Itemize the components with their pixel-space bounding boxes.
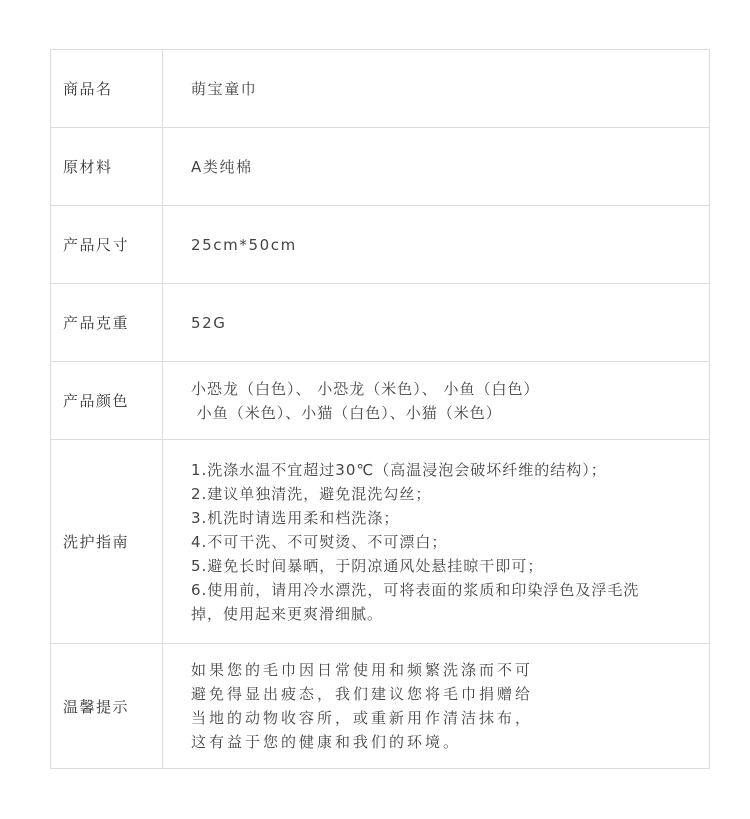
table-row-size	[51, 206, 710, 284]
value-line: 当地的动物收容所，或重新用作清洁抹布，	[191, 709, 534, 727]
value-line: 萌宝童巾	[191, 79, 258, 98]
value-line: 避免得显出疲态，我们建议您将毛巾捐赠给	[191, 685, 534, 703]
row-value	[163, 206, 710, 284]
product-spec-table	[50, 49, 710, 769]
row-label: 温馨提示	[51, 644, 163, 769]
value-line: 5.避免长时间暴晒，于阴凉通风处悬挂晾干即可；	[191, 556, 544, 575]
row-label: 洗护指南	[51, 440, 163, 644]
table-row-tips	[51, 644, 710, 769]
row-label: 产品颜色	[51, 362, 163, 440]
table-row-care-guide	[51, 440, 710, 644]
row-label: 产品克重	[51, 284, 163, 362]
value-line: 这有益于您的健康和我们的环境。	[191, 733, 462, 751]
value-line: 25cm*50cm	[191, 235, 297, 254]
table-row-weight	[51, 284, 710, 362]
value-line: 3.机洗时请选用柔和档洗涤；	[191, 508, 400, 527]
value-line: 如果您的毛巾因日常使用和频繁洗涤而不可	[191, 661, 534, 679]
value-line: 52G	[191, 313, 227, 332]
row-value	[163, 440, 710, 644]
value-line: 2.建议单独清洗，避免混洗勾丝；	[191, 484, 432, 503]
row-label: 产品尺寸	[51, 206, 163, 284]
value-line: 6.使用前，请用冷水漂洗，可将表面的浆质和印染浮色及浮毛洗	[191, 580, 640, 599]
value-line: A类纯棉	[191, 157, 253, 176]
value-line: 1.洗涤水温不宜超过30℃（高温浸泡会破坏纤维的结构）；	[191, 460, 607, 479]
table-row-material	[51, 128, 710, 206]
row-value	[163, 128, 710, 206]
value-line: 4.不可干洗、不可熨烫、不可漂白；	[191, 532, 448, 551]
table-row-colors	[51, 362, 710, 440]
value-line: 小鱼（米色）、小猫（白色）、小猫（米色）	[191, 403, 502, 422]
table-row-product-name	[51, 50, 710, 128]
row-label: 原材料	[51, 128, 163, 206]
row-value	[163, 644, 710, 769]
row-label: 商品名	[51, 50, 163, 128]
value-line: 小恐龙（白色）、 小恐龙（米色）、 小鱼（白色）	[191, 379, 540, 398]
value-line: 掉，使用起来更爽滑细腻。	[191, 604, 384, 623]
row-value	[163, 50, 710, 128]
row-value	[163, 362, 710, 440]
row-value	[163, 284, 710, 362]
